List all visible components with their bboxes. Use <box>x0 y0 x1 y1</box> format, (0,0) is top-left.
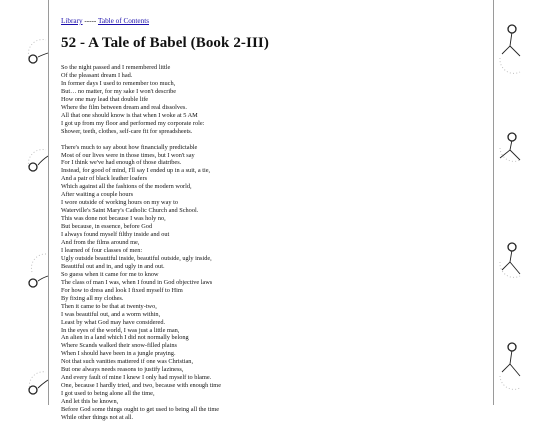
poem-line: So guess when it came for me to know <box>61 270 159 278</box>
poem-line: Beautiful out and in, and ugly in and out. <box>61 262 165 270</box>
poem-line: And every fault of mine I knew I only had myself to blame. <box>61 374 212 382</box>
poem-line: Where Scands walked their snow-filled plains <box>61 342 177 350</box>
poem-line: But… no matter, for my sake I won't describe <box>61 87 177 95</box>
poem-line: There's much to say about how financially predictable <box>61 143 198 151</box>
breadcrumb <box>61 17 493 26</box>
poem-line: In former days I used to remember too much, <box>61 79 176 87</box>
poem-line: Most of our lives were in those times, but I won't say <box>61 151 195 159</box>
poem-line: Not that such vanities mattered if one was Christian, <box>61 358 194 366</box>
poem-line: While other things not at all. <box>61 413 134 421</box>
poem-line: So the night passed and I remembered little <box>61 64 171 71</box>
breadcrumb-separator: ----- <box>84 17 97 25</box>
poem-body <box>61 64 493 422</box>
page-content[interactable] <box>49 0 493 422</box>
poem-line: Which against all the fashions of the modern world, <box>61 183 192 191</box>
poem-line: I always found myself filthy inside and out <box>61 231 170 239</box>
poem-line: And from the films around me, <box>61 239 140 247</box>
poem-line: And a pair of black leather loafers <box>61 175 148 183</box>
poem-line: The class of man I was, when I found in God objective laws <box>61 278 213 286</box>
poem-line: Ugly outside beautiful inside, beautiful outside, ugly inside, <box>61 254 212 262</box>
poem-line: For I think we've had enough of those diatribes. <box>61 159 182 167</box>
table-of-contents-link[interactable]: Table of Contents <box>98 17 149 25</box>
poem-line: I got up from my floor and performed my corporate role: <box>61 119 205 127</box>
poem-line: Of the pleasant dream I had. <box>61 71 133 79</box>
poem-line: For how to dress and look I fixed myself to Him <box>61 286 183 294</box>
poem-line: Waterville's Saint Mary's Catholic Church and School. <box>61 207 199 215</box>
poem-line: When I should have been in a jungle praying. <box>61 350 176 358</box>
right-circle-1 <box>508 25 516 33</box>
right-circle-2 <box>508 133 516 141</box>
page-title: 52 - A Tale of Babel (Book 2-III) <box>61 35 269 51</box>
poem-line: Then it came to be that at twenty-two, <box>61 302 157 310</box>
poem-line: I learned of four classes of men: <box>61 246 143 254</box>
left-circle-3 <box>29 279 37 287</box>
poem-line: This was done not because I was holy no, <box>61 215 166 223</box>
poem-line: One, because I hardly tried, and two, because with enough time <box>61 382 221 390</box>
library-link[interactable]: Library <box>61 17 83 25</box>
stanza <box>61 144 493 422</box>
poem-line: I was beautiful out, and a worm within, <box>61 310 161 318</box>
poem-line: Least by what God may have considered. <box>61 318 166 326</box>
stanza <box>61 64 493 136</box>
poem-line: I wore outside of working hours on my way to <box>61 199 178 207</box>
right-circle-4 <box>508 343 516 351</box>
poem-line: Before God some things ought to get used to being all the time <box>61 406 220 414</box>
left-circle-2 <box>29 163 37 171</box>
poem-line: Where the film between dream and real dissolves. <box>61 103 187 111</box>
right-circle-3 <box>508 243 516 251</box>
poem-line: But because, in essence, before God <box>61 223 153 231</box>
poem-line: After waiting a couple hours <box>61 191 134 199</box>
poem-line: Instead, for good of mind, I'll say I ended up in a suit, a tie, <box>61 167 211 175</box>
poem-line: And let this be known, <box>61 398 119 406</box>
poem-line: By fixing all my clothes. <box>61 294 124 302</box>
poem-line: How one may lead that double life <box>61 95 149 103</box>
poem-line: Shower, teeth, clothes, self-care fit for spreadsheets. <box>61 127 193 135</box>
left-circle-4 <box>29 386 37 394</box>
poem-line: In the eyes of the world, I was just a little man, <box>61 326 180 334</box>
left-circle-1 <box>29 55 37 63</box>
document-page <box>48 0 494 421</box>
poem-line: An alien in a land which I did not normally belong <box>61 334 189 342</box>
poem-line: I got used to being alone all the time, <box>61 390 155 398</box>
poem-line: But one always needs reasons to justify laziness, <box>61 366 184 374</box>
poem-line: All that one should know is that when I woke at 5 AM <box>61 111 198 119</box>
